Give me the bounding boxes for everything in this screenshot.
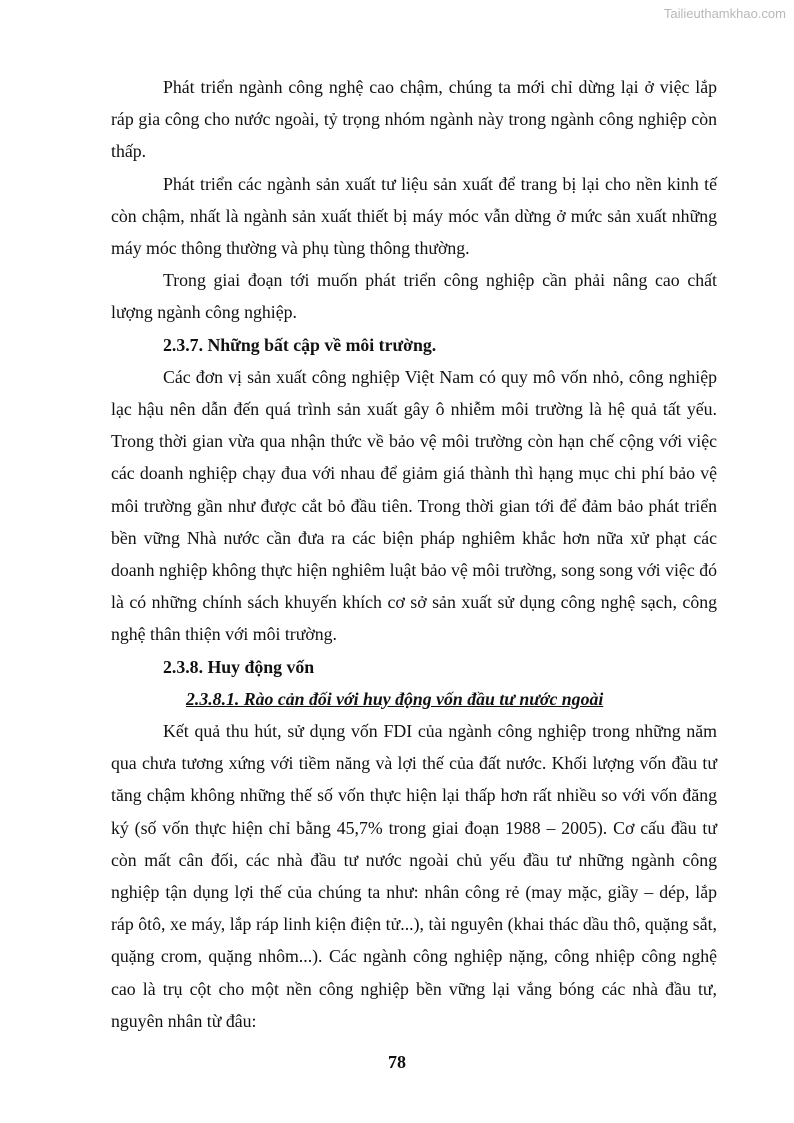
section-heading-capital: 2.3.8. Huy động vốn xyxy=(163,656,315,677)
subsection-heading-fdi-barriers: 2.3.8.1. Rào cản đối với huy động vốn đầu tư nước ngoài xyxy=(186,688,604,709)
paragraph-high-tech: Phát triển ngành công nghệ cao chậm, chúng ta mới chỉ dừng lại ở việc lắp ráp gia công cho nước ngoài, tỷ trọng nhóm ngành này trong ngành công nghiệp còn thấp. xyxy=(111,77,717,162)
paragraph-environment: Các đơn vị sản xuất công nghiệp Việt Nam có quy mô vốn nhỏ, công nghiệp lạc hậu nên dẫn đến quá trình sản xuất gây ô nhiễm môi trường là hệ quả tất yếu. Trong thời gian vừa qua nhận thức về bảo vệ môi trường còn hạn chế cộng với việc các doanh nghiệp chạy đua với nhau để giảm giá thành thì hạng mục chi phí bảo vệ môi trường gần như được cắt bỏ đầu tiên. Trong thời gian tới để đảm bảo phát triển bền vững Nhà nước cần đưa ra các biện pháp nghiêm khắc hơn nữa xử phạt các doanh nghiệp không thực hiện nghiêm luật bảo vệ môi trường, song song với việc đó là có những chính sách khuyến khích cơ sở sản xuất sử dụng công nghệ sạch, công nghệ thân thiện với môi trường. xyxy=(111,366,717,645)
paragraph-fdi: Kết quả thu hút, sử dụng vốn FDI của ngành công nghiệp trong những năm qua chưa tương xứng với tiềm năng và lợi thế của đất nước. Khối lượng vốn đầu tư tăng chậm không những thế số vốn thực hiện lại thấp hơn rất nhiều so với vốn đăng ký (số vốn thực hiện chỉ bằng 45,7% trong giai đoạn 1988 – 2005). Cơ cấu đầu tư còn mất cân đối, các nhà đầu tư nước ngoài chủ yếu đầu tư những ngành công nghiệp tận dụng lợi thế của chúng ta như: nhân công rẻ (may mặc, giầy – dép, lắp ráp ôtô, xe máy, lắp ráp linh kiện điện tử...), tài nguyên (khai thác dầu thô, quặng sắt, quặng crom, quặng nhôm...). Các ngành công nghiệp nặng, công nhiệp công nghệ cao là trụ cột cho một nền công nghiệp bền vững lại vắng bóng các nhà đầu tư, nguyên nhân từ đâu: xyxy=(111,721,717,1031)
page-number: 78 xyxy=(388,1052,406,1072)
watermark: Tailieuthamkhao.com xyxy=(663,6,786,21)
paragraph-quality: Trong giai đoạn tới muốn phát triển công nghiệp cần phải nâng cao chất lượng ngành công nghiệp. xyxy=(111,270,717,323)
section-heading-environment: 2.3.7. Những bất cập về môi trường. xyxy=(163,334,437,355)
document-body xyxy=(111,71,717,1037)
paragraph-production-means: Phát triển các ngành sản xuất tư liệu sản xuất để trang bị lại cho nền kinh tế còn chậm, nhất là ngành sản xuất thiết bị máy móc vẫn dừng ở mức sản xuất những máy móc thông thường và phụ tùng thông thường. xyxy=(111,173,717,259)
